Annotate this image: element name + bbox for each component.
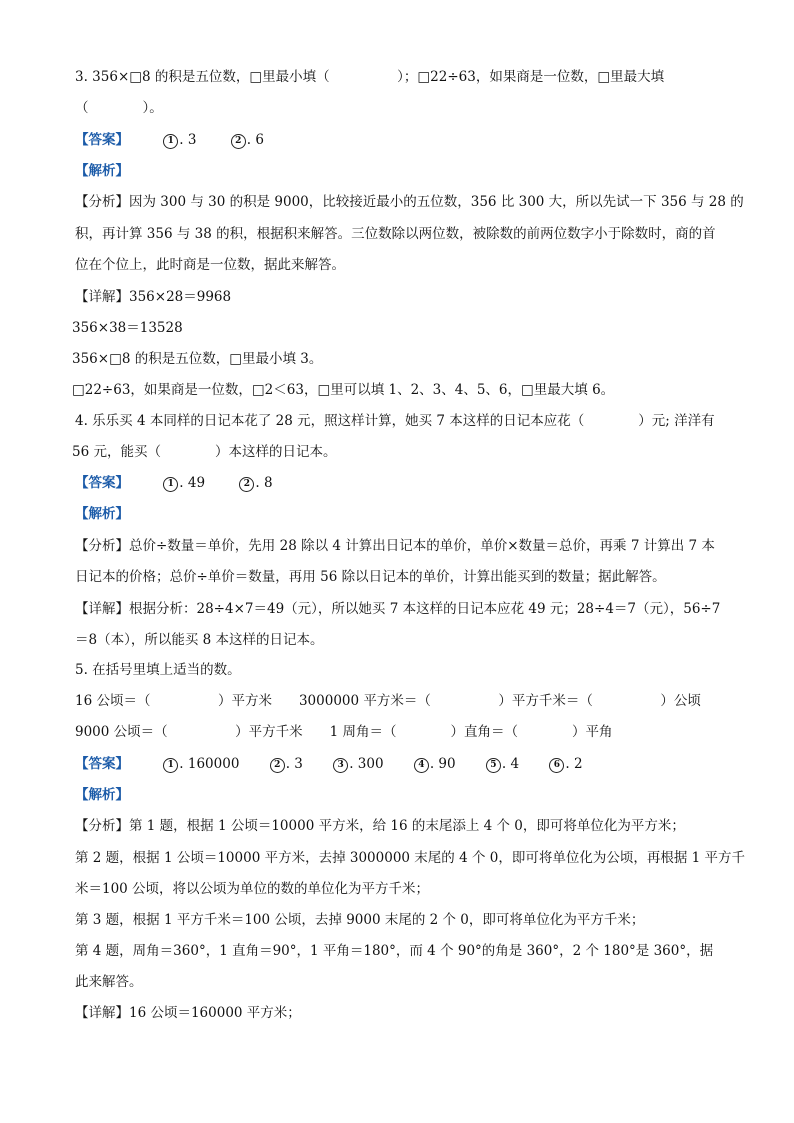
q4-answer-1 bbox=[163, 475, 205, 491]
q5-detail-line-1: 【详解】16 公顷＝160000 平方米； bbox=[75, 1005, 301, 1021]
answer-tag: 【答案】 bbox=[75, 475, 129, 491]
q3-detail-line-2: 356×38＝13528 bbox=[72, 320, 183, 336]
q4-analysis-line-1: 【分析】总价÷数量＝单价，先用 28 除以 4 计算出日记本的单价，单价×数量＝总价，再乘 7 计算出 7 本 bbox=[75, 538, 715, 554]
circled-number: 4 bbox=[414, 758, 429, 773]
q4-analysis-line-2: 日记本的价格；总价÷单价＝数量，再用 56 除以日记本的单价，计算出能买到的数量；据此解答。 bbox=[75, 569, 666, 585]
q5-analysis-line-1: 【分析】第 1 题，根据 1 公顷＝10000 平方米，给 16 的末尾添上 4 个 0，即可将单位化为平方米； bbox=[75, 818, 685, 834]
answer-value: . 6 bbox=[246, 132, 264, 148]
q4-detail-line-2: ＝8（本），所以能买 8 本这样的日记本。 bbox=[75, 632, 324, 648]
q4-detail-line-1: 【详解】根据分析：28÷4×7＝49（元），所以她买 7 本这样的日记本应花 49 元；28÷4＝7（元），56÷7 bbox=[75, 601, 721, 617]
q5-answer-1 bbox=[163, 756, 239, 772]
q5-answer-4 bbox=[414, 756, 456, 772]
q5-row-2: 9000 公顷＝（ ）平方千米 1 周角＝（ ）直角＝（ ）平角 bbox=[75, 724, 613, 740]
circled-number: 3 bbox=[333, 758, 348, 773]
q5-analysis-line-6: 此来解答。 bbox=[75, 974, 143, 990]
q5-analysis-line-3: 米＝100 公顷，将以公顷为单位的数的单位化为平方千米； bbox=[75, 881, 430, 897]
q3-detail-line-1: 【详解】356×28＝9968 bbox=[75, 289, 232, 305]
answer-tag: 【答案】 bbox=[75, 756, 129, 772]
answer-value: . 160000 bbox=[179, 756, 240, 772]
answer-value: . 8 bbox=[255, 475, 273, 491]
answer-value: . 3 bbox=[285, 756, 303, 772]
circled-number: 5 bbox=[486, 758, 501, 773]
q5-analysis-tag: 【解析】 bbox=[75, 787, 129, 803]
answer-value: . 2 bbox=[565, 756, 583, 772]
circled-number: 2 bbox=[231, 134, 246, 149]
q5-answer-5 bbox=[486, 756, 519, 772]
answer-value: . 300 bbox=[349, 756, 384, 772]
q3-answer-1 bbox=[163, 132, 196, 148]
q3-answer-2 bbox=[231, 132, 264, 148]
q5-analysis-line-4: 第 3 题，根据 1 平方千米＝100 公顷，去掉 9000 末尾的 2 个 0，即可将单位化为平方千米； bbox=[75, 912, 645, 928]
q5-answer-3 bbox=[333, 756, 383, 772]
q3-analysis-line-2: 积，再计算 356 与 38 的积，根据积来解答。三位数除以两位数，被除数的前两位数字小于除数时，商的首 bbox=[75, 226, 716, 242]
q3-detail-line-3: 356×□8 的积是五位数，□里最小填 3。 bbox=[72, 351, 323, 367]
answer-tag: 【答案】 bbox=[75, 132, 129, 148]
q3-analysis-line-3: 位在个位上，此时商是一位数，据此来解答。 bbox=[75, 257, 345, 273]
q4-answer-row bbox=[75, 474, 273, 492]
answer-value: . 90 bbox=[429, 756, 456, 772]
q4-answer-2 bbox=[239, 475, 272, 491]
q3-analysis-tag: 【解析】 bbox=[75, 163, 129, 179]
q3-detail-line-4: □22÷63，如果商是一位数，□2＜63，□里可以填 1、2、3、4、5、6，□里最大填 6。 bbox=[72, 382, 615, 398]
circled-number: 2 bbox=[270, 758, 285, 773]
q3-analysis-line-1: 【分析】因为 300 与 30 的积是 9000，比较接近最小的五位数，356 比 300 大，所以先试一下 356 与 28 的 bbox=[75, 194, 744, 210]
q5-answer-row bbox=[75, 755, 583, 773]
circled-number: 1 bbox=[163, 477, 178, 492]
circled-number: 2 bbox=[239, 477, 254, 492]
q3-question-line-1: 3. 356×□8 的积是五位数，□里最小填（ ）；□22÷63，如果商是一位数，□里最大填 bbox=[75, 69, 665, 85]
q3-question-line-2: （ ）。 bbox=[75, 100, 163, 116]
circled-number: 6 bbox=[549, 758, 564, 773]
q5-title: 5. 在括号里填上适当的数。 bbox=[75, 662, 241, 678]
q5-answer-2 bbox=[270, 756, 303, 772]
answer-value: . 49 bbox=[179, 475, 206, 491]
q3-answer-row bbox=[75, 131, 264, 149]
answer-value: . 3 bbox=[179, 132, 197, 148]
q5-row-1: 16 公顷＝（ ）平方米 3000000 平方米＝（ ）平方千米＝（ ）公顷 bbox=[75, 693, 701, 709]
q5-answer-6 bbox=[549, 756, 582, 772]
answer-value: . 4 bbox=[501, 756, 520, 772]
q5-analysis-line-5: 第 4 题，周角＝360°，1 直角＝90°，1 平角＝180°，而 4 个 90°的角是 360°，2 个 180°是 360°，据 bbox=[75, 943, 714, 959]
q4-analysis-tag: 【解析】 bbox=[75, 506, 129, 522]
q4-question-line-1: 4. 乐乐买 4 本同样的日记本花了 28 元，照这样计算，她买 7 本这样的日记本应花（ ）元; 洋洋有 bbox=[75, 413, 715, 429]
q4-question-line-2: 56 元，能买（ ）本这样的日记本。 bbox=[72, 444, 337, 460]
q5-analysis-line-2: 第 2 题，根据 1 公顷＝10000 平方米，去掉 3000000 末尾的 4 个 0，即可将单位化为公顷，再根据 1 平方千 bbox=[75, 850, 746, 866]
circled-number: 1 bbox=[163, 134, 178, 149]
circled-number: 1 bbox=[163, 758, 178, 773]
